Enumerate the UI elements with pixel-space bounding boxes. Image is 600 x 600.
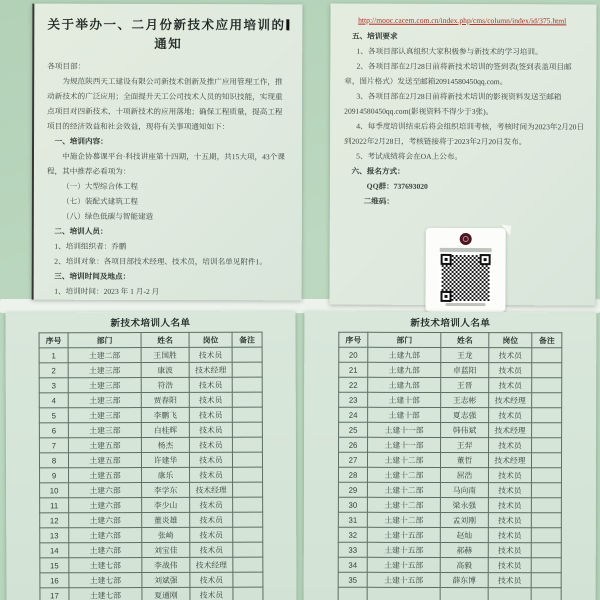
table-cell: 土建五部 [69,468,142,483]
table-cell: 技术员 [190,512,233,527]
table-cell: 刘宝佳 [142,542,190,557]
table-cell: 技术员 [189,347,232,362]
column-header: 岗位 [189,332,232,347]
table-cell: 土建九部 [368,362,441,377]
table-cell: 技术员 [189,392,232,407]
table-row [338,542,561,558]
section2-line: 1、培训组织者：乔鹏 [54,241,127,251]
qq-group-logo-icon [460,233,472,245]
table-cell: 技术员 [190,587,233,600]
column-header: 部门 [68,333,141,348]
table-cell: 22 [339,377,368,392]
table-cell [488,588,531,600]
column-header: 姓名 [141,332,189,347]
table-cell: 王志彬 [441,392,489,407]
table-row [40,512,263,528]
qr-finder-icon [440,291,451,302]
table-cell: 12 [40,513,69,528]
column-header: 备注 [232,332,262,347]
table-cell [531,513,561,528]
table-cell [233,542,263,557]
table-cell: 24 [339,407,368,422]
table-cell [531,573,561,588]
table-row [40,497,263,513]
table-cell: 3 [39,378,68,393]
table-cell [233,527,263,542]
table-cell [233,482,263,497]
table-cell: 王羿 [441,437,489,452]
table-cell: 赵灿 [440,527,488,542]
table-row [339,362,562,378]
table-cell: 技术员 [488,558,531,573]
section3-lines [47,284,289,300]
table-cell: 8 [39,453,68,468]
table-cell: 技术经理 [190,557,233,572]
table-cell: 土建五部 [68,438,141,453]
table-cell: 土建六部 [69,543,142,558]
table-cell [531,468,561,483]
table-cell: 李学东 [142,482,190,497]
table-cell: 26 [339,437,368,452]
table-cell: 土建七部 [69,573,142,588]
table-row [40,557,263,573]
requirement-paragraph: 2、各项目部在2月28日前将新技术培训的签到表(签到表盖项目邮章，图片格式）发送至邮箱20914580450qq.com。 [344,61,572,87]
section2-lines [47,239,289,270]
table-cell: 15 [40,558,69,573]
table-cell [532,423,562,438]
table-cell: 技术员 [488,513,531,528]
table-cell: 土建六部 [69,483,142,498]
table-row [40,542,263,558]
table-row [339,422,562,438]
table-cell: 土建三部 [68,423,141,438]
table-cell: 技术员 [488,483,531,498]
table-cell: 技术经理 [189,362,232,377]
table-cell: 康乐 [142,467,190,482]
table-cell: 许建华 [141,452,189,467]
table-cell: 35 [338,572,367,587]
table-cell: 6 [39,423,68,438]
table-cell [532,363,562,378]
table-cell: 2 [39,363,68,378]
table-row [338,587,561,600]
table-cell: 10 [40,483,69,498]
section2-heading: 二、培训人员： [54,226,108,236]
table-cell [440,587,488,600]
table-cell [232,377,262,392]
table-cell [531,498,561,513]
table-row [39,452,262,468]
column-header: 序号 [39,333,68,348]
table-cell: 技术员 [189,452,232,467]
table-cell [232,362,262,377]
roster-title: 新技术培训人名单 [410,317,491,330]
table-row [339,392,562,408]
table-cell: 土建三部 [68,363,141,378]
table-cell: 土建九部 [368,347,441,362]
table-cell: 技术员 [489,363,532,378]
table-row [338,482,561,498]
section5-heading: 五、培训要求 [351,31,398,41]
table-cell [531,588,561,600]
table-cell: 王晋 [441,377,489,392]
table-cell [232,422,262,437]
table-cell: 符浩 [141,377,189,392]
table-cell: 卓蓝阳 [441,362,489,377]
content-item: （七）装配式建筑工程 [62,196,139,206]
table-cell: 土建十一部 [368,422,441,437]
table-cell: 技术员 [488,573,531,588]
notice-title-line2: 通知 [154,36,183,52]
table-cell: 土建三部 [68,393,141,408]
table-cell: 土建十部 [368,392,441,407]
table-row [339,437,562,453]
table-row [339,377,562,393]
training-platform-link[interactable]: http://mooc.cacem.com.cn/index.php/cms/column/index/id/375.html [358,15,567,26]
table-cell: 土建十五部 [367,572,440,587]
section1-body: 中施企协慕课平台·科技讲座第十四期，十五期，共15大项，43个课程，其中推荐必看项为： [46,151,285,176]
intro-paragraph: 为规范陕西天工建设有限公司新技术创新及推广应用管理工作，推动新技术的广泛应用；全面提升天工公司技术人员的知识技能，实现重点项目对四新技术、十项新技术的应用落地；确保工程质量，提高工程项目的经济效益和社会效益，现将有关事项通知如下： [47,76,283,132]
table-cell: 32 [338,527,367,542]
table-cell: 土建六部 [69,528,142,543]
content-item: （一）大型综合体工程 [62,181,139,191]
table-cell: 土建二部 [68,348,141,363]
table-cell: 技术员 [190,497,233,512]
table-cell: 技术员 [489,438,532,453]
table-cell: 李鹏飞 [141,407,189,422]
table-row [338,527,561,543]
table-cell: 高毅 [440,557,488,572]
table-cell: 韩伟斌 [441,422,489,437]
requirement-paragraph: 3、各项目部在2月28日前将新技术培训的影视资料发送至邮箱20914580450qq.com(影视资料不得少于3张)。 [344,91,562,117]
table-cell: 技术员 [489,378,532,393]
table-cell [531,483,561,498]
section1-heading: 一、培训内容： [54,136,108,146]
table-cell [233,557,263,572]
table-cell [532,393,562,408]
table-row [338,572,561,588]
table-cell [532,438,562,453]
table-row [338,557,561,573]
table-cell: 屈浩 [440,467,488,482]
table-cell: 技术员 [190,572,233,587]
table-cell: 土建十部 [368,407,441,422]
table-cell: 土建十五部 [367,527,440,542]
table-cell: 土建三部 [68,378,141,393]
salutation: 各项目部： [47,61,86,71]
content-item-list [47,179,289,225]
column-header: 序号 [339,332,368,347]
table-row [39,407,262,423]
table-row [39,347,262,363]
table-row [40,527,263,543]
table-cell: 27 [338,452,367,467]
table-cell: 1 [39,348,68,363]
notice-title [47,16,289,55]
table-cell: 16 [40,573,69,588]
table-cell [531,543,561,558]
column-header: 部门 [368,332,441,347]
qr-finder-icon [441,254,452,265]
table-row [40,572,263,588]
table-cell: 技术员 [190,467,233,482]
table-cell: 7 [39,438,68,453]
table-cell: 土建十二部 [367,482,440,497]
table-cell: 梁永强 [440,497,488,512]
scan-edge-line [32,4,35,300]
table-row [338,452,561,468]
table-cell: 贾春阳 [141,392,189,407]
section2-line: 2、培训对象：各项目部技术经理、技术员，培训名单见附件1。 [54,256,267,267]
table-row [39,437,262,453]
table-cell: 白桂辉 [141,422,189,437]
table-cell: 技术员 [489,348,532,363]
table-cell [338,587,367,600]
table-cell [232,347,262,362]
table-cell: 31 [338,512,367,527]
table-row [39,377,262,393]
table-row [339,407,562,423]
table-cell: 土建六部 [69,513,142,528]
table-cell: 4 [39,393,68,408]
table-row [39,422,262,438]
table-cell: 李少山 [142,497,190,512]
table-cell [232,407,262,422]
table-cell [531,558,561,573]
table-cell: 土建九部 [368,377,441,392]
table-cell: 技术经理 [190,482,233,497]
table-row [40,467,263,483]
table-cell: 董哲 [440,452,488,467]
table-cell: 土建六部 [69,498,142,513]
table-cell: 技术员 [189,377,232,392]
qr-caption-bottom [445,303,485,306]
table-cell: 30 [338,497,367,512]
table-cell: 17 [40,588,69,600]
table-cell: 土建三部 [68,408,141,423]
table-cell: 14 [40,543,69,558]
table-cell: 23 [339,392,368,407]
table-cell: 董炎雄 [142,512,190,527]
table-cell: 21 [339,362,368,377]
table-header-row [39,332,262,348]
table-row [338,497,561,513]
table-cell: 土建五部 [68,453,141,468]
table-cell [531,528,561,543]
text-cursor [287,19,290,30]
table-cell [233,467,263,482]
requirement-list [344,44,584,165]
roster-page-2 [304,312,597,600]
table-cell: 28 [338,467,367,482]
table-cell: 刘斌强 [142,572,190,587]
table-cell [367,587,440,600]
table-cell: 土建十二部 [367,512,440,527]
notice-page-2 [329,4,596,306]
table-cell: 王国胜 [141,347,189,362]
requirement-paragraph: 5、考试成绩将会在OA上公布。 [356,151,463,161]
table-cell: 土建十五部 [367,557,440,572]
card-fold-corner [500,224,511,235]
table-row [39,392,262,408]
column-header: 备注 [532,333,562,348]
table-cell: 王龙 [441,347,489,362]
table-cell: 土建十二部 [367,467,440,482]
table-cell [532,408,562,423]
qr-code-label: 二维码： [363,196,394,206]
training-roster-table-right [338,332,563,600]
table-row [40,587,263,600]
table-cell: 技术经理 [489,393,532,408]
table-cell: 13 [40,528,69,543]
table-cell: 20 [339,347,368,362]
table-cell: 技术经理 [488,453,531,468]
table-cell: 33 [338,542,367,557]
table-cell: 技术员 [190,542,233,557]
table-row [339,347,562,363]
table-cell: 29 [338,482,367,497]
table-cell [233,512,263,527]
notice-page-1 [32,4,303,301]
table-cell: 技术员 [189,422,232,437]
table-row [39,362,262,378]
table-cell: 土建十二部 [367,452,440,467]
table-cell: 技术员 [189,437,232,452]
table-cell: 34 [338,557,367,572]
table-cell [233,497,263,512]
table-row [40,482,263,498]
table-cell: 土建十二部 [367,497,440,512]
content-item: （八）绿色低碳与智能建造 [62,211,154,221]
table-cell: 技术员 [489,408,532,423]
qq-group-qr-card [425,228,505,312]
section3-heading: 三、培训时间及地点： [54,271,131,281]
table-cell: 技术员 [190,527,233,542]
table-cell: 25 [339,422,368,437]
requirement-paragraph: 4、每季度培训结束后将会组织培训考核，考核时间为2023年2月20日到2022年2月28日，考核链接将于2023年2月20日发布。 [344,121,585,147]
table-cell: 11 [40,498,69,513]
table-cell [232,392,262,407]
column-header: 姓名 [441,332,489,347]
table-cell: 张崎 [142,527,190,542]
table-cell: 马向南 [440,482,488,497]
qr-caption-top [440,248,492,252]
table-cell [232,452,262,467]
table-cell [232,437,262,452]
qq-group-number: QQ群：737693020 [366,181,428,191]
table-cell [532,348,562,363]
table-cell: 李战伟 [142,557,190,572]
qr-finder-icon [480,254,491,265]
table-cell: 技术员 [189,407,232,422]
column-header: 岗位 [489,333,532,348]
table-cell: 技术员 [488,468,531,483]
table-cell: 夏通刚 [142,587,190,600]
table-cell: 技术员 [488,543,531,558]
training-roster-table-left [39,332,264,600]
table-cell: 郝赫 [440,542,488,557]
qr-code-icon [441,255,489,301]
table-row [338,512,561,528]
roster-page-1 [5,311,296,600]
table-cell [531,453,561,468]
table-cell: 土建七部 [69,558,142,573]
table-cell: 薛东博 [440,572,488,587]
roster-title: 新技术培训人名单 [110,317,191,330]
table-cell: 技术员 [488,498,531,513]
table-cell: 康波 [141,362,189,377]
table-header-row [339,332,562,348]
section6-heading: 六、报名方式： [351,166,405,176]
table-cell [233,587,263,600]
table-cell: 技术员 [488,528,531,543]
table-cell: 技术经理 [489,423,532,438]
table-cell: 夏志强 [441,407,489,422]
table-cell: 孟刘刚 [440,512,488,527]
requirement-paragraph: 1、各项目部认真组织大家积极参与新技术的学习培训。 [356,46,543,57]
table-cell [233,572,263,587]
table-cell: 土建十一部 [368,437,441,452]
table-cell: 9 [40,468,69,483]
table-cell: 杨杰 [141,437,189,452]
table-cell: 土建七部 [69,588,142,600]
section3-line: 1、培训时间：2023 年 1 月-2 月 [54,286,160,296]
table-cell: 土建十五部 [367,542,440,557]
table-row [338,467,561,483]
table-cell [532,378,562,393]
notice-title-line1: 关于举办一、二月份新技术应用培训的 [47,17,286,33]
table-cell: 5 [39,408,68,423]
